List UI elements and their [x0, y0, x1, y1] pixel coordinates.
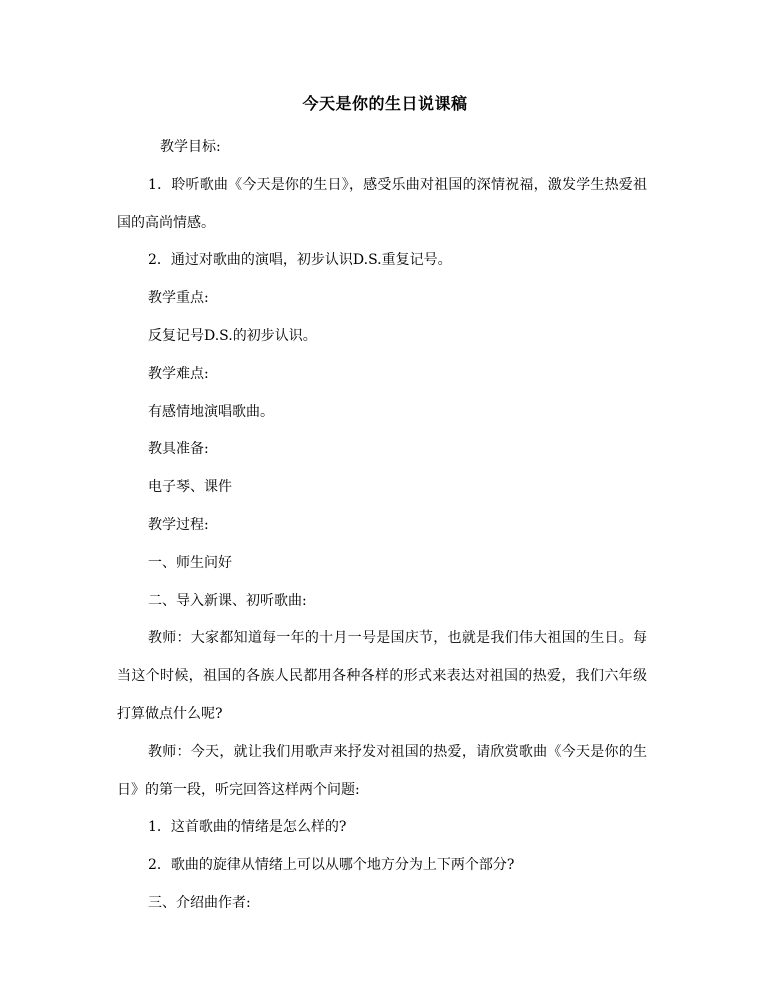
paragraph-difficulties: 有感情地演唱歌曲。 [148, 403, 274, 420]
paragraph-teacher-speech-1: 教师：大家都知道每一年的十月一号是国庆节，也就是我们伟大祖国的生日。每当这个时候，祖国的各族人民都用各种各样的形式来表达对祖国的热爱，我们六年级打算做点什么呢? [117, 630, 647, 722]
paragraph-step-2: 二、导入新课、初听歌曲: [148, 592, 307, 609]
paragraph-step-3: 三、介绍曲作者: [148, 894, 251, 911]
paragraph-goal-1: 1．聆听歌曲《今天是你的生日》，感受乐曲对祖国的深情祝福，激发学生热爱祖国的高尚情感。 [117, 176, 647, 231]
paragraph-question-2: 2．歌曲的旋律从情绪上可以从哪个地方分为上下两个部分? [148, 857, 515, 874]
paragraph-materials-heading: 教具准备: [148, 441, 209, 458]
document-title: 今天是你的生日说课稿 [302, 94, 468, 113]
paragraph-key-points: 反复记号D.S.的初步认识。 [148, 327, 317, 344]
paragraph-goal-2: 2．通过对歌曲的演唱，初步认识D.S.重复记号。 [148, 252, 452, 269]
document-body [117, 129, 647, 923]
paragraph-difficulties-heading: 教学难点: [148, 365, 209, 382]
paragraph-materials: 电子琴、课件 [148, 479, 232, 496]
paragraph-question-1: 1．这首歌曲的情绪是怎么样的? [148, 819, 347, 836]
paragraph-teaching-goals-heading: 教学目标: [160, 139, 221, 155]
paragraph-process-heading: 教学过程: [148, 516, 209, 533]
paragraph-key-points-heading: 教学重点: [148, 290, 209, 307]
paragraph-step-1: 一、师生问好 [148, 554, 232, 571]
paragraph-teacher-speech-2: 教师：今天，就让我们用歌声来抒发对祖国的热爱，请欣赏歌曲《今天是你的生日》的第一段，听完回答这样两个问题: [117, 743, 647, 798]
